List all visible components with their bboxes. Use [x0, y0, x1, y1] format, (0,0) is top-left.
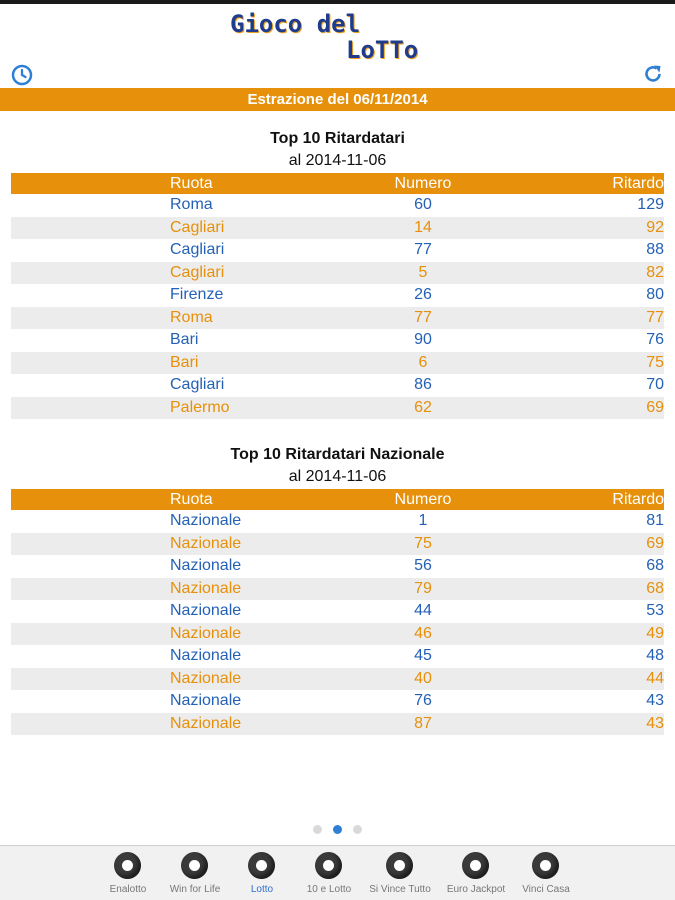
table-row[interactable]: [11, 262, 664, 285]
numero-cell: 26: [338, 284, 508, 307]
ruota-cell: Nazionale: [170, 600, 338, 623]
page-dot-1[interactable]: [313, 825, 322, 834]
table-row[interactable]: [11, 307, 664, 330]
numero-cell: 77: [338, 239, 508, 262]
numero-cell: 86: [338, 374, 508, 397]
col-ritardo-header: Ritardo: [508, 489, 664, 510]
top10-subtitle: al 2014-11-06: [288, 152, 387, 169]
lottery-ball-icon: [532, 852, 559, 879]
numero-cell: 46: [338, 623, 508, 646]
app-logo: [230, 8, 440, 64]
nav-item-label: Si Vince Tutto: [369, 884, 431, 895]
ritardo-cell: 129: [508, 194, 664, 217]
top10-title: Top 10 Ritardatari: [270, 130, 405, 147]
nav-item-10-e-lotto[interactable]: [289, 852, 369, 898]
table-row[interactable]: [11, 555, 664, 578]
table-row[interactable]: [11, 329, 664, 352]
table-row[interactable]: [11, 645, 664, 668]
page-indicator[interactable]: [311, 825, 365, 835]
clock-icon: [10, 63, 34, 87]
nav-item-label: Lotto: [250, 884, 274, 895]
numero-cell: 62: [338, 397, 508, 420]
logo-line-2: LoTTo: [346, 36, 419, 64]
nav-item-vinci-casa[interactable]: [506, 852, 586, 898]
nav-item-label: Vinci Casa: [522, 884, 570, 895]
ritardo-cell: 43: [508, 690, 664, 713]
table-row[interactable]: [11, 352, 664, 375]
table-row[interactable]: [11, 668, 664, 691]
table-row[interactable]: [11, 397, 664, 420]
ruota-cell: Nazionale: [170, 623, 338, 646]
ritardo-cell: 68: [508, 555, 664, 578]
page-dot-3[interactable]: [353, 825, 362, 834]
top10-nazionale-title: Top 10 Ritardatari Nazionale: [230, 446, 445, 463]
table-header-row: [11, 489, 664, 510]
col-ritardo-header: Ritardo: [508, 173, 664, 194]
lottery-ball-icon: [386, 852, 413, 879]
status-bar: [0, 0, 675, 4]
ritardo-cell: 53: [508, 600, 664, 623]
numero-cell: 75: [338, 533, 508, 556]
lottery-ball-icon: [248, 852, 275, 879]
table-row[interactable]: [11, 510, 664, 533]
lottery-ball-icon: [315, 852, 342, 879]
numero-cell: 5: [338, 262, 508, 285]
nav-item-label: Euro Jackpot: [446, 884, 506, 895]
nav-item-label: 10 e Lotto: [306, 884, 352, 895]
logo-line-1: Gioco del: [230, 10, 361, 38]
ruota-cell: Firenze: [170, 284, 338, 307]
lottery-ball-icon: [181, 852, 208, 879]
numero-cell: 6: [338, 352, 508, 375]
nav-item-euro-jackpot[interactable]: [436, 852, 516, 898]
table-row[interactable]: [11, 194, 664, 217]
ritardo-cell: 70: [508, 374, 664, 397]
nav-item-label: Win for Life: [169, 884, 221, 895]
numero-cell: 87: [338, 713, 508, 736]
table-row[interactable]: [11, 533, 664, 556]
ruota-cell: Cagliari: [170, 262, 338, 285]
numero-cell: 79: [338, 578, 508, 601]
numero-cell: 76: [338, 690, 508, 713]
ruota-cell: Cagliari: [170, 217, 338, 240]
col-ruota-header: Ruota: [170, 489, 338, 510]
table-row[interactable]: [11, 217, 664, 240]
ritardo-cell: 88: [508, 239, 664, 262]
top10-table: [11, 173, 664, 419]
ritardo-cell: 80: [508, 284, 664, 307]
ritardo-cell: 92: [508, 217, 664, 240]
ruota-cell: Nazionale: [170, 578, 338, 601]
numero-cell: 40: [338, 668, 508, 691]
ruota-cell: Bari: [170, 329, 338, 352]
table-row[interactable]: [11, 239, 664, 262]
numero-cell: 14: [338, 217, 508, 240]
draw-date-bar: Estrazione del 06/11/2014: [0, 88, 675, 111]
ruota-cell: Nazionale: [170, 668, 338, 691]
top10-nazionale-subtitle: al 2014-11-06: [288, 468, 387, 485]
table-row[interactable]: [11, 600, 664, 623]
col-numero-header: Numero: [338, 489, 508, 510]
ruota-cell: Nazionale: [170, 645, 338, 668]
ritardo-cell: 48: [508, 645, 664, 668]
ritardo-cell: 43: [508, 713, 664, 736]
numero-cell: 44: [338, 600, 508, 623]
table-row[interactable]: [11, 713, 664, 736]
ritardo-cell: 75: [508, 352, 664, 375]
lottery-ball-icon: [114, 852, 141, 879]
ruota-cell: Bari: [170, 352, 338, 375]
numero-cell: 90: [338, 329, 508, 352]
table-row[interactable]: [11, 623, 664, 646]
history-button[interactable]: [10, 63, 34, 87]
nav-item-label: Enalotto: [109, 884, 147, 895]
numero-cell: 1: [338, 510, 508, 533]
ritardo-cell: 68: [508, 578, 664, 601]
table-row[interactable]: [11, 374, 664, 397]
numero-cell: 77: [338, 307, 508, 330]
ritardo-cell: 81: [508, 510, 664, 533]
ritardo-cell: 82: [508, 262, 664, 285]
nav-item-si-vince-tutto[interactable]: [360, 852, 440, 898]
ritardo-cell: 76: [508, 329, 664, 352]
ruota-cell: Palermo: [170, 397, 338, 420]
table-row[interactable]: [11, 578, 664, 601]
lottery-ball-icon: [462, 852, 489, 879]
ritardo-cell: 44: [508, 668, 664, 691]
ritardo-cell: 69: [508, 533, 664, 556]
ruota-cell: Roma: [170, 307, 338, 330]
numero-cell: 56: [338, 555, 508, 578]
ruota-cell: Nazionale: [170, 690, 338, 713]
refresh-button[interactable]: [641, 62, 665, 86]
numero-cell: 60: [338, 194, 508, 217]
ritardo-cell: 49: [508, 623, 664, 646]
ritardo-cell: 77: [508, 307, 664, 330]
ruota-cell: Roma: [170, 194, 338, 217]
ruota-cell: Nazionale: [170, 510, 338, 533]
ruota-cell: Nazionale: [170, 713, 338, 736]
col-ruota-header: Ruota: [170, 173, 338, 194]
table-header-row: [11, 173, 664, 194]
page-dot-2[interactable]: [333, 825, 342, 834]
refresh-icon: [641, 62, 665, 86]
table-row[interactable]: [11, 284, 664, 307]
ruota-cell: Cagliari: [170, 239, 338, 262]
table-row[interactable]: [11, 690, 664, 713]
bottom-nav: [0, 845, 675, 900]
numero-cell: 45: [338, 645, 508, 668]
ruota-cell: Cagliari: [170, 374, 338, 397]
top10-nazionale-table: [11, 489, 664, 735]
ruota-cell: Nazionale: [170, 555, 338, 578]
ruota-cell: Nazionale: [170, 533, 338, 556]
col-numero-header: Numero: [338, 173, 508, 194]
ritardo-cell: 69: [508, 397, 664, 420]
